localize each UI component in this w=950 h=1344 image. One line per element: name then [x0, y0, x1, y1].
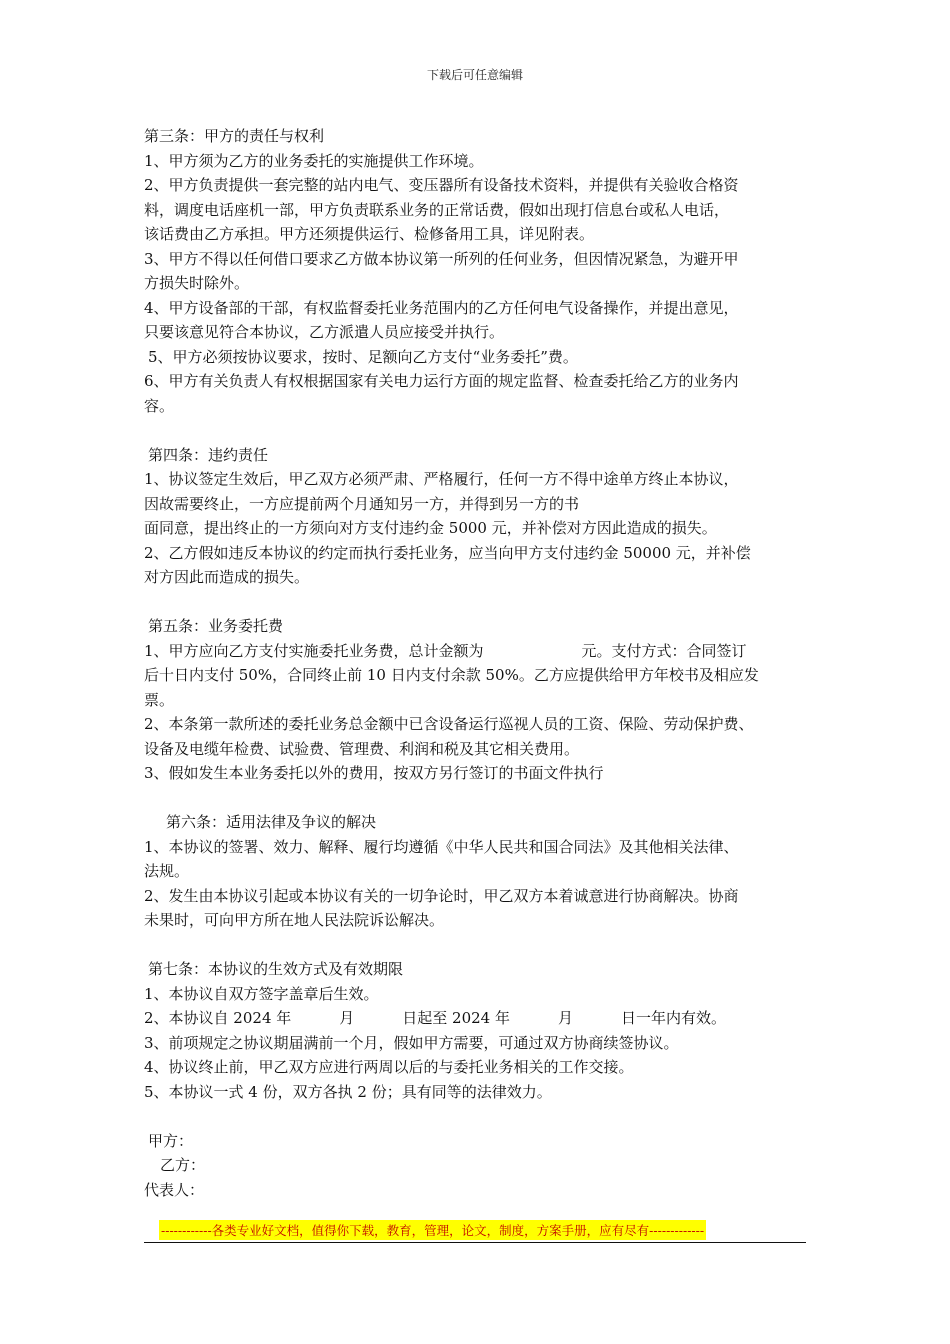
- section-3-line: 5、甲方必须按协议要求，按时、足额向乙方支付“业务委托”费。: [148, 347, 578, 366]
- section-3-line: 容。: [144, 396, 175, 415]
- section-6-line: 1、本协议的签署、效力、解释、履行均遵循《中华人民共和国合同法》及其他相关法律、: [144, 837, 739, 856]
- section-5-line: 后十日内支付 50%，合同终止前 10 日内支付余款 50%。乙方应提供给甲方年校书及相应发: [144, 666, 759, 684]
- term-start-year: 2、本协议自 2024 年: [144, 1009, 292, 1027]
- section-5-line: 设备及电缆年检费、试验费、管理费、利润和税及其它相关费用。: [144, 739, 580, 758]
- section-4-line: 1、协议签定生效后，甲乙双方必须严肃、严格履行，任何一方不得中途单方终止本协议，: [144, 470, 739, 488]
- section-3-line: 4、甲方设备部的干部，有权监督委托业务范围内的乙方任何电气设备操作，并提出意见，: [144, 298, 739, 317]
- section-4-line: 对方因此而造成的损失。: [144, 568, 310, 586]
- section-6-line: 2、发生由本协议引起或本协议有关的一切争论时，甲乙双方本着诚意进行协商解决。协商: [144, 886, 739, 905]
- section-3-line: 方损失时除外。: [144, 274, 250, 292]
- section-6-line: 法规。: [144, 862, 190, 880]
- section-5-line: 3、假如发生本业务委托以外的费用，按双方另行签订的书面文件执行: [144, 764, 604, 782]
- section-3-line: 该话费由乙方承担。甲方还须提供运行、检修备用工具，详见附表。: [144, 225, 595, 243]
- section-3-line: 只要该意见符合本协议，乙方派遣人员应接受并执行。: [144, 323, 505, 341]
- section-3-line: 3、甲方不得以任何借口要求乙方做本协议第一所列的任何业务，但因情况紧急，为避开甲: [144, 249, 739, 268]
- section-3-title: 第三条：甲方的责任与权利: [144, 127, 325, 145]
- section-5-line: 票。: [144, 690, 175, 709]
- footer-divider: [144, 1242, 806, 1243]
- party-b-label: 乙方：: [160, 1156, 206, 1174]
- section-7-line: 1、本协议自双方签字盖章后生效。: [144, 984, 379, 1003]
- term-end-day: 日一年内有效。: [621, 1009, 727, 1027]
- section-6-line: 未果时，可向甲方所在地人民法院诉讼解决。: [144, 911, 445, 929]
- section-7-title: 第七条：本协议的生效方式及有效期限: [148, 960, 404, 978]
- section-3-line: 2、甲方负责提供一套完整的站内电气、变压器所有设备技术资料，并提供有关验收合格资: [144, 176, 739, 194]
- section-4-line: 面同意，提出终止的一方须向对方支付违约金 5000 元，并补偿对方因此造成的损失。: [144, 519, 717, 537]
- section-4-line: 因故需要终止，一方应提前两个月通知另一方，并得到另一方的书: [144, 494, 580, 513]
- term-start-month: 月: [339, 1009, 355, 1027]
- document-body: [144, 124, 824, 1202]
- section-4-line: 2、乙方假如违反本协议的约定而执行委托业务，应当向甲方支付违约金 50000 元，并补偿: [144, 543, 751, 562]
- representative-label: 代表人：: [144, 1180, 205, 1199]
- fee-text-after: 元。支付方式：合同签订: [581, 641, 747, 660]
- section-7-line: 3、前项规定之协议期届满前一个月，假如甲方需要，可通过双方协商续签协议。: [144, 1033, 679, 1052]
- section-7-line: [144, 1006, 824, 1031]
- section-3-line: 料，调度电话座机一部，甲方负责联系业务的正常话费，假如出现打信息台或私人电话，: [144, 200, 730, 219]
- section-4-title: 第四条：违约责任: [148, 445, 269, 464]
- term-end-month: 月: [558, 1009, 574, 1027]
- section-3-line: 6、甲方有关负责人有权根据国家有关电力运行方面的规定监督、检查委托给乙方的业务内: [144, 372, 739, 390]
- section-5-title: 第五条：业务委托费: [148, 617, 284, 635]
- footer-banner: ------------各类专业好文档，值得你下载，教育，管理，论文，制度，方案手册，应有尽有-------------: [159, 1220, 706, 1240]
- page-header: 下载后可任意编辑: [426, 68, 523, 82]
- section-5-line: 2、本条第一款所述的委托业务总金额中已含设备运行巡视人员的工资、保险、劳动保护费、: [144, 715, 754, 733]
- section-3-line: 1、甲方须为乙方的业务委托的实施提供工作环境。: [144, 151, 484, 170]
- section-6-title: 第六条：适用法律及争议的解决: [166, 813, 377, 831]
- section-7-line: 4、协议终止前，甲乙双方应进行两周以后的与委托业务相关的工作交接。: [144, 1058, 634, 1076]
- section-5-line: [144, 639, 824, 664]
- party-a-label: 甲方：: [148, 1131, 194, 1150]
- section-7-line: 5、本协议一式 4 份，双方各执 2 份；具有同等的法律效力。: [144, 1082, 552, 1101]
- term-end-year: 日起至 2024 年: [402, 1009, 510, 1027]
- fee-text-before: 1、甲方应向乙方支付实施委托业务费，总计金额为: [144, 641, 484, 660]
